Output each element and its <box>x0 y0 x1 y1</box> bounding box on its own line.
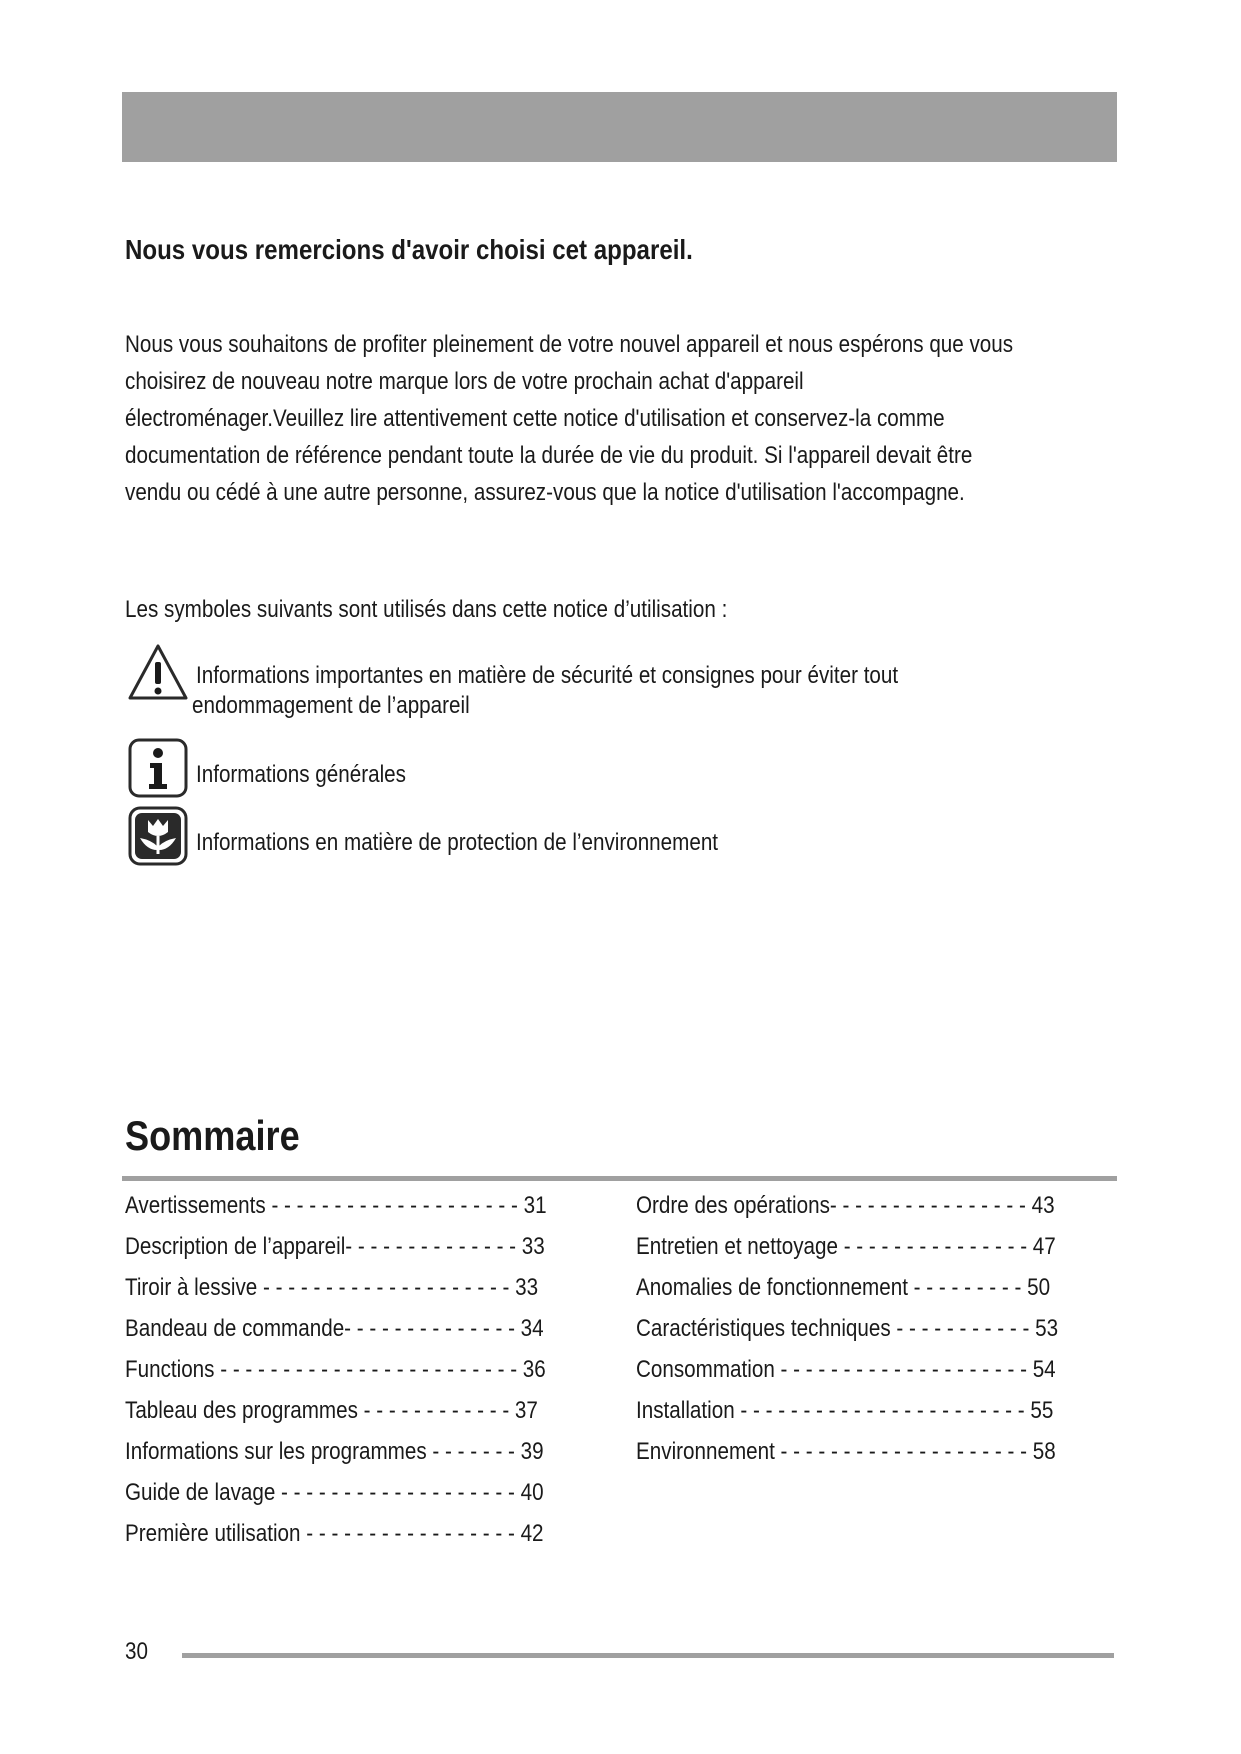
toc-entry: Description de l’appareil- - - - - - - - - - - - - - 33 <box>125 1233 545 1260</box>
flower-icon <box>126 804 190 868</box>
warning-triangle-icon <box>126 640 190 704</box>
intro-line: documentation de référence pendant toute la durée de vie du produit. Si l'appareil devait être <box>125 442 973 469</box>
warning-text-line-2: endommagement de l’appareil <box>192 692 470 719</box>
intro-line: Nous vous souhaitons de profiter pleinement de votre nouvel appareil et nous espérons que vous <box>125 331 1014 358</box>
toc-entry: Anomalies de fonctionnement - - - - - - - - - 50 <box>636 1274 1051 1301</box>
intro-line: choisirez de nouveau notre marque lors de votre prochain achat d'appareil <box>125 368 804 395</box>
sommaire-divider <box>122 1176 1117 1181</box>
toc-entry: Informations sur les programmes - - - - - - - 39 <box>125 1438 544 1465</box>
toc-right-column <box>636 1190 1058 1477</box>
toc-entry: Entretien et nettoyage - - - - - - - - - - - - - - - 47 <box>636 1233 1056 1260</box>
toc-left-column <box>125 1190 547 1559</box>
footer-rule <box>182 1653 1114 1658</box>
toc-entry: Tableau des programmes - - - - - - - - - - - - 37 <box>125 1397 538 1424</box>
toc-entry: Functions - - - - - - - - - - - - - - - - - - - - - - - - 36 <box>125 1356 546 1383</box>
toc-entry: Environnement - - - - - - - - - - - - - - - - - - - - 58 <box>636 1438 1056 1465</box>
toc-entry: Caractéristiques techniques - - - - - - - - - - - 53 <box>636 1315 1059 1342</box>
page-number: 30 <box>125 1638 148 1665</box>
toc-entry: Première utilisation - - - - - - - - - - - - - - - - - 42 <box>125 1520 544 1547</box>
header-band <box>122 92 1117 162</box>
toc-entry: Tiroir à lessive - - - - - - - - - - - - - - - - - - - - 33 <box>125 1274 539 1301</box>
toc-entry: Avertissements - - - - - - - - - - - - - - - - - - - - 31 <box>125 1192 547 1219</box>
thanks-heading: Nous vous remercions d'avoir choisi cet appareil. <box>125 234 693 265</box>
toc-entry: Guide de lavage - - - - - - - - - - - - - - - - - - - 40 <box>125 1479 544 1506</box>
intro-line: électroménager.Veuillez lire attentivement cette notice d'utilisation et conservez-la comme <box>125 405 945 432</box>
intro-paragraph <box>125 326 1114 511</box>
sommaire-title: Sommaire <box>125 1112 300 1159</box>
warning-text-line-1: Informations importantes en matière de sécurité et consignes pour éviter tout <box>196 662 899 689</box>
toc-entry: Installation - - - - - - - - - - - - - - - - - - - - - - - 55 <box>636 1397 1054 1424</box>
intro-line: vendu ou cédé à une autre personne, assurez-vous que la notice d'utilisation l'accompagne. <box>125 479 965 506</box>
info-text: Informations générales <box>196 761 406 788</box>
symbols-intro: Les symboles suivants sont utilisés dans cette notice d’utilisation : <box>125 596 728 623</box>
toc-entry: Bandeau de commande- - - - - - - - - - - - - - 34 <box>125 1315 544 1342</box>
environment-text: Informations en matière de protection de l’environnement <box>196 829 719 856</box>
toc-entry: Consommation - - - - - - - - - - - - - - - - - - - - 54 <box>636 1356 1056 1383</box>
info-icon <box>126 736 190 800</box>
toc-entry: Ordre des opérations- - - - - - - - - - - - - - - - 43 <box>636 1192 1055 1219</box>
